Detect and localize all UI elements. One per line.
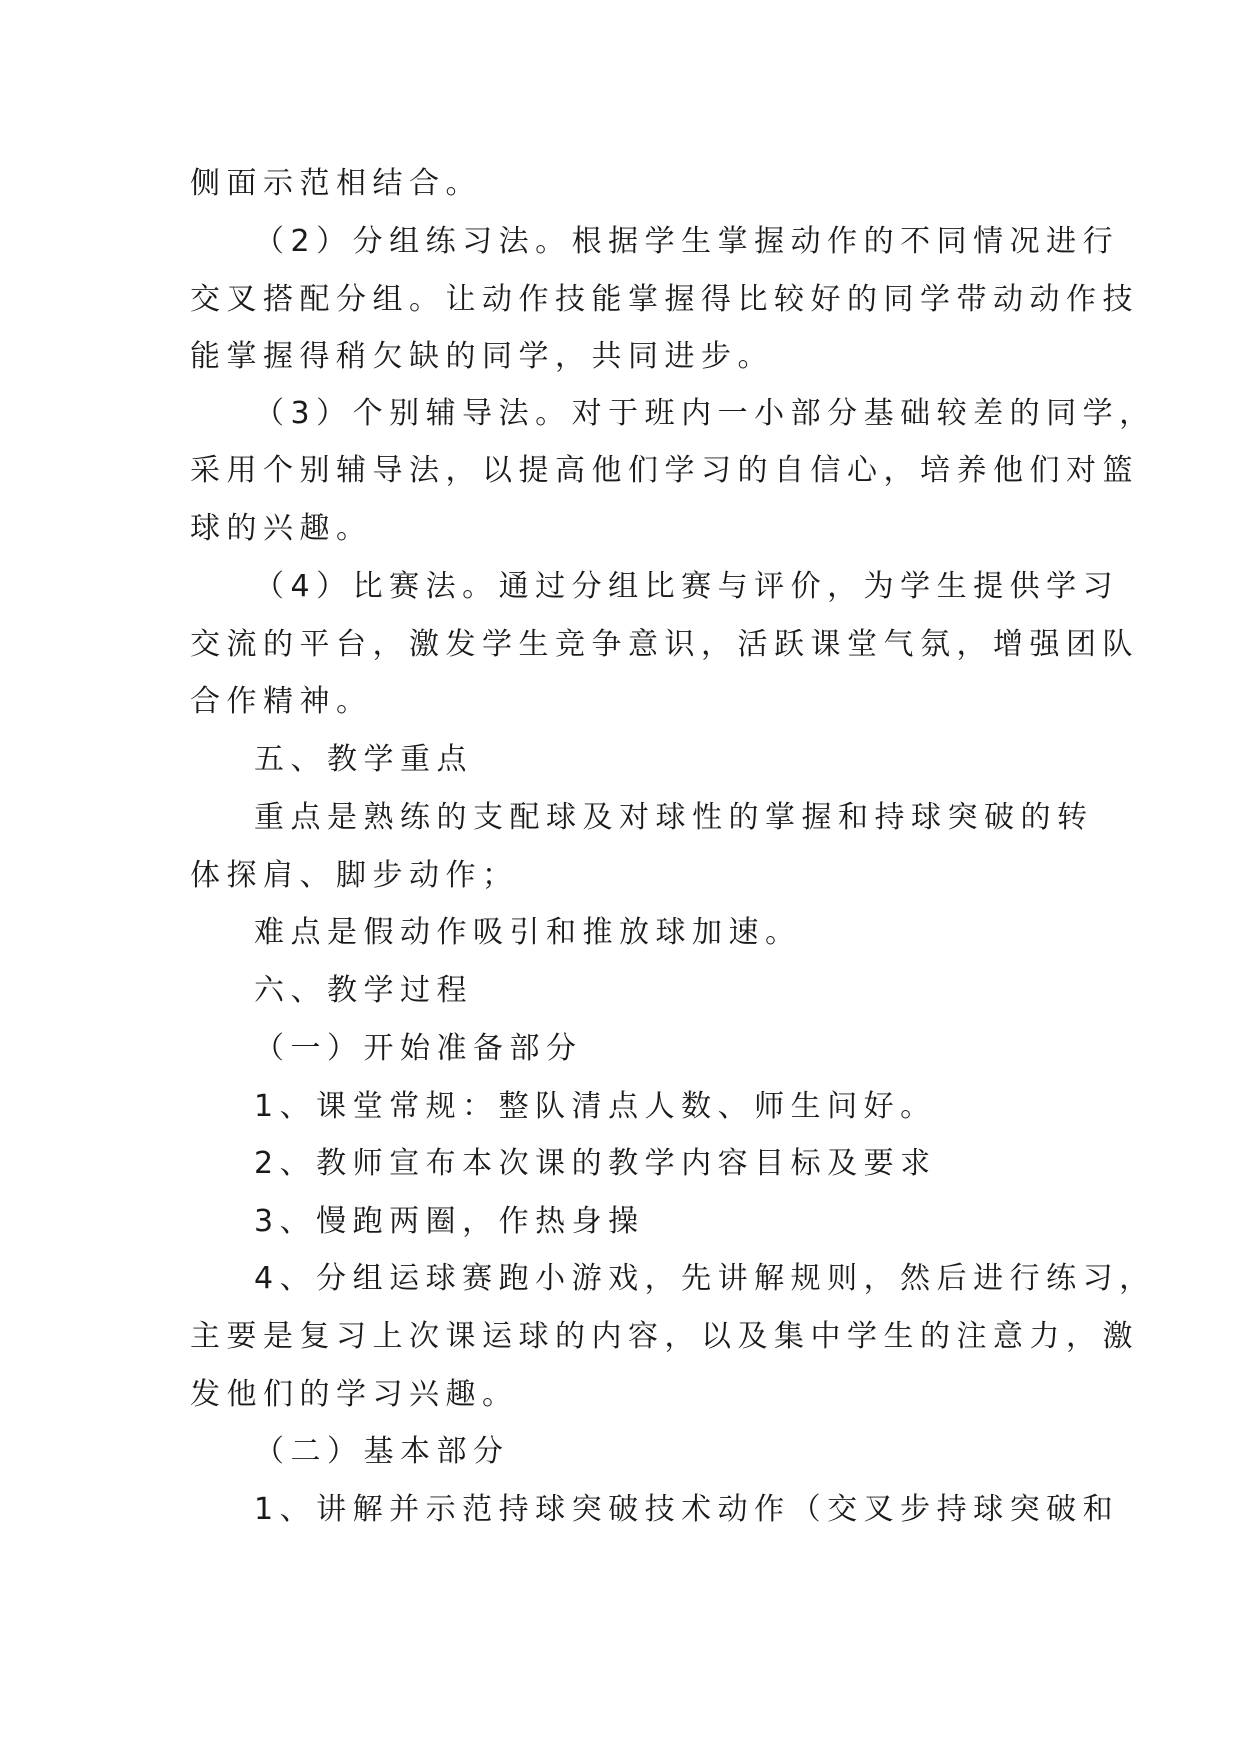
text-line: 能掌握得稍欠缺的同学，共同进步。 <box>190 339 774 374</box>
subsection-heading: （二）基本部分 <box>254 1434 510 1469</box>
text-line: （3）个别辅导法。对于班内一小部分基础较差的同学， <box>254 396 1156 431</box>
text-line: 重点是熟练的支配球及对球性的掌握和持球突破的转 <box>254 800 1094 835</box>
text-line: 合作精神。 <box>190 684 373 719</box>
text-line: （4）比赛法。通过分组比赛与评价，为学生提供学习 <box>254 569 1120 604</box>
text-line: 难点是假动作吸引和推放球加速。 <box>254 915 802 950</box>
text-line: 1、讲解并示范持球突破技术动作（交叉步持球突破和 <box>254 1492 1120 1527</box>
text-line: 球的兴趣。 <box>190 511 373 546</box>
text-line: 1、课堂常规：整队清点人数、师生问好。 <box>254 1089 937 1124</box>
text-line: 交叉搭配分组。让动作技能掌握得比较好的同学带动动作技 <box>190 282 1139 317</box>
text-line: （2）分组练习法。根据学生掌握动作的不同情况进行 <box>254 224 1120 259</box>
text-line: 侧面示范相结合。 <box>190 166 482 201</box>
text-line: 4、分组运球赛跑小游戏，先讲解规则，然后进行练习， <box>254 1261 1156 1296</box>
text-line: 采用个别辅导法，以提高他们学习的自信心，培养他们对篮 <box>190 453 1139 488</box>
text-line: 主要是复习上次课运球的内容，以及集中学生的注意力，激 <box>190 1319 1139 1354</box>
text-line: 2、教师宣布本次课的教学内容目标及要求 <box>254 1146 937 1181</box>
text-line: 发他们的学习兴趣。 <box>190 1377 519 1412</box>
section-heading: 五、教学重点 <box>254 742 473 777</box>
text-line: 3、慢跑两圈，作热身操 <box>254 1204 645 1239</box>
text-line: 体探肩、脚步动作； <box>190 858 519 893</box>
subsection-heading: （一）开始准备部分 <box>254 1031 583 1066</box>
text-line: 交流的平台，激发学生竞争意识，活跃课堂气氛，增强团队 <box>190 627 1139 662</box>
section-heading: 六、教学过程 <box>254 973 473 1008</box>
